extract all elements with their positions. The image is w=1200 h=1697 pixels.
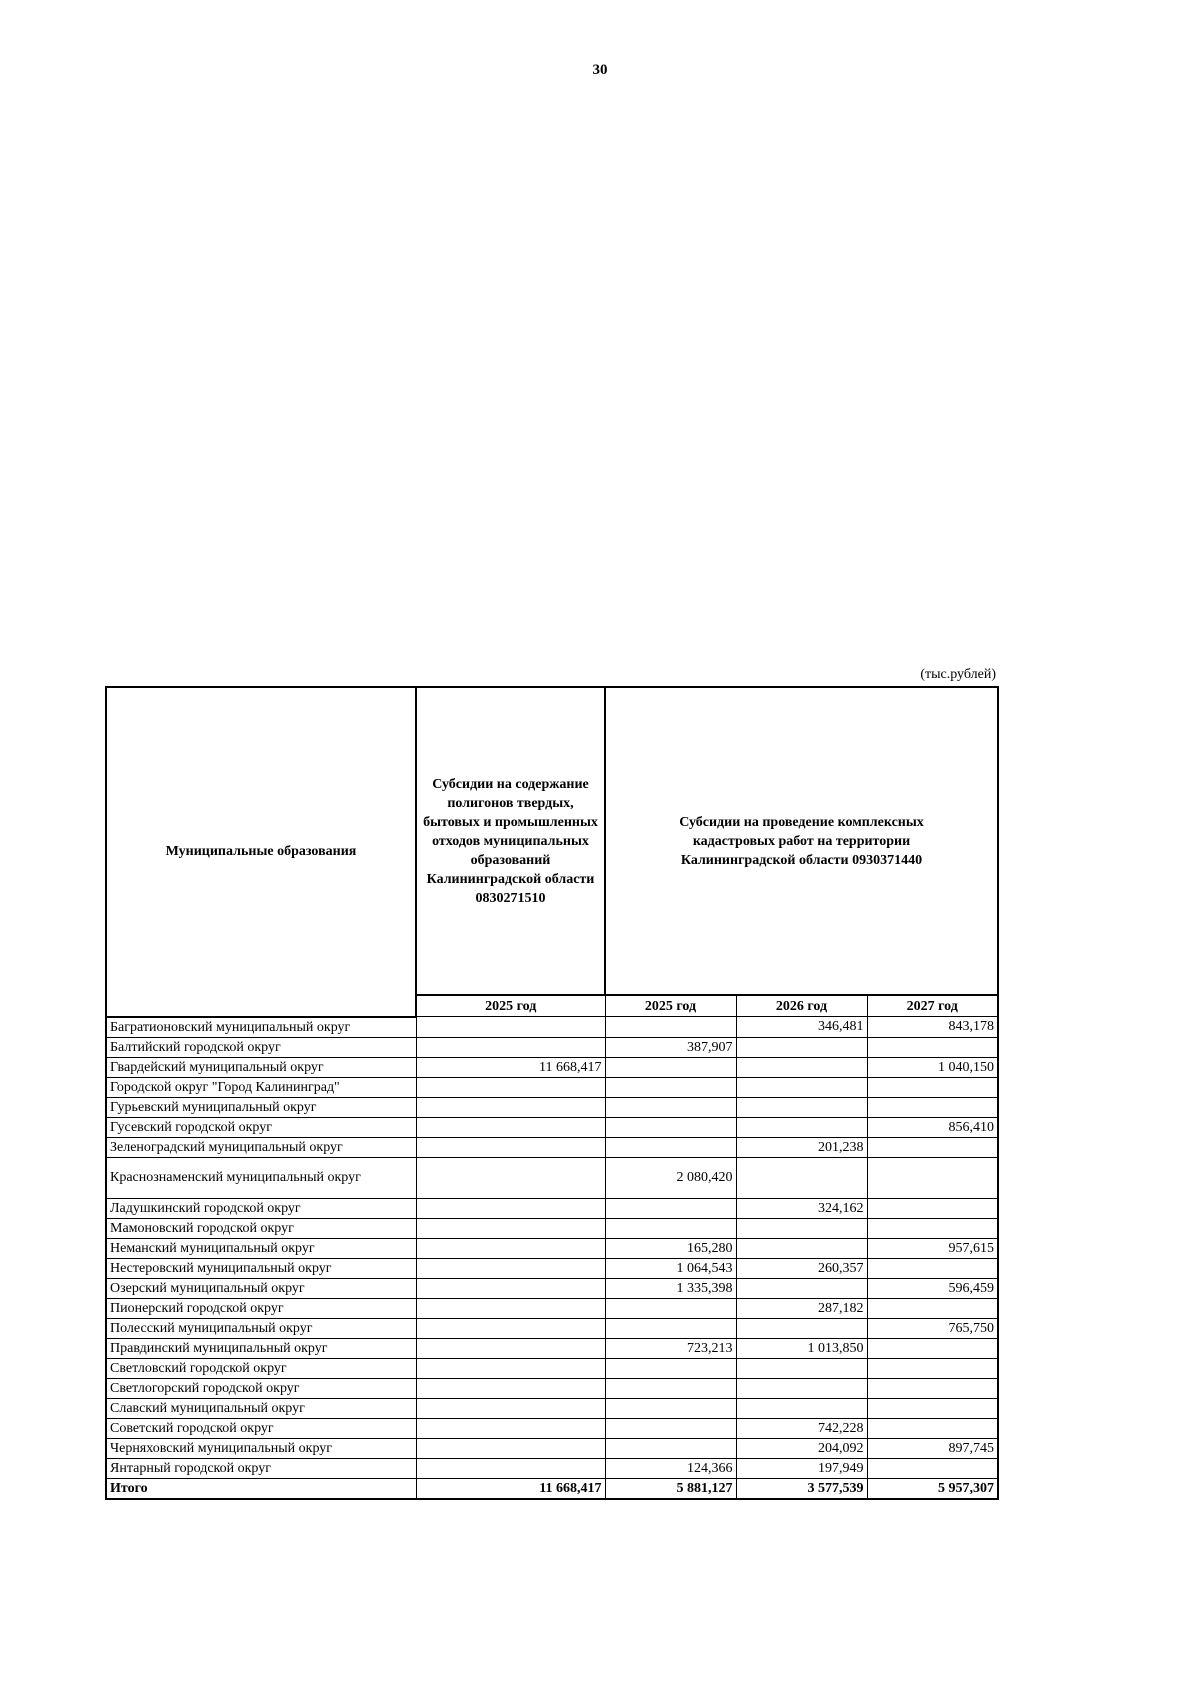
landfill-2025-value: 11 668,417 <box>416 1057 605 1077</box>
cadastral-2026-value: 201,238 <box>736 1137 867 1157</box>
landfill-2025-value <box>416 1037 605 1057</box>
municipality-name: Балтийский городской округ <box>106 1037 416 1057</box>
municipality-name: Гвардейский муниципальный округ <box>106 1057 416 1077</box>
cadastral-2026-value <box>736 1378 867 1398</box>
cadastral-2027-value <box>867 1157 998 1198</box>
municipality-name: Мамоновский городской округ <box>106 1218 416 1238</box>
cadastral-2027-value <box>867 1077 998 1097</box>
cadastral-2027-value <box>867 1198 998 1218</box>
cadastral-2027-value <box>867 1298 998 1318</box>
municipality-name: Гусевский городской округ <box>106 1117 416 1137</box>
municipality-name: Черняховский муниципальный округ <box>106 1438 416 1458</box>
cadastral-2025-value <box>605 1057 736 1077</box>
table-row <box>106 1398 998 1418</box>
cadastral-2026-value <box>736 1097 867 1117</box>
table-row <box>106 1218 998 1238</box>
cadastral-2027-value <box>867 1378 998 1398</box>
year-header: 2027 год <box>867 995 998 1017</box>
municipality-name: Зеленоградский муниципальный округ <box>106 1137 416 1157</box>
municipality-name: Полесский муниципальный округ <box>106 1318 416 1338</box>
cadastral-2026-value <box>736 1037 867 1057</box>
landfill-2025-value <box>416 1378 605 1398</box>
municipality-name: Неманский муниципальный округ <box>106 1238 416 1258</box>
municipality-name: Светловский городской округ <box>106 1358 416 1378</box>
header-landfill-subsidy: Субсидии на содержание полигонов твердых, бытовых и промышленных отходов муниципальных образований Калининградской области 0830271510 <box>416 687 605 995</box>
municipality-name: Ладушкинский городской округ <box>106 1198 416 1218</box>
cadastral-2027-value: 596,459 <box>867 1278 998 1298</box>
cadastral-2026-value <box>736 1358 867 1378</box>
table-row <box>106 1077 998 1097</box>
cadastral-2025-value <box>605 1358 736 1378</box>
cadastral-2025-value: 1 335,398 <box>605 1278 736 1298</box>
landfill-2025-value <box>416 1117 605 1137</box>
header-cadastral-subsidy: Субсидии на проведение комплексных кадастровых работ на территории Калининградской области 0930371440 <box>605 687 998 995</box>
total-label: Итого <box>106 1478 416 1499</box>
landfill-2025-value <box>416 1218 605 1238</box>
cadastral-2027-value <box>867 1458 998 1478</box>
municipality-name: Багратионовский муниципальный округ <box>106 1017 416 1038</box>
municipality-name: Городской округ "Город Калининград" <box>106 1077 416 1097</box>
cadastral-2025-value: 2 080,420 <box>605 1157 736 1198</box>
cadastral-2027-value: 897,745 <box>867 1438 998 1458</box>
cadastral-2027-value <box>867 1037 998 1057</box>
landfill-2025-value <box>416 1198 605 1218</box>
table-row <box>106 1137 998 1157</box>
cadastral-2026-value: 346,481 <box>736 1017 867 1038</box>
table-row <box>106 1358 998 1378</box>
total-cadastral-2026-value: 3 577,539 <box>736 1478 867 1499</box>
cadastral-2025-value <box>605 1097 736 1117</box>
landfill-2025-value <box>416 1017 605 1038</box>
cadastral-2025-value <box>605 1198 736 1218</box>
cadastral-2026-value <box>736 1398 867 1418</box>
cadastral-2027-value <box>867 1258 998 1278</box>
cadastral-2026-value: 1 013,850 <box>736 1338 867 1358</box>
table-row <box>106 1318 998 1338</box>
cadastral-2026-value <box>736 1278 867 1298</box>
year-header: 2026 год <box>736 995 867 1017</box>
table-row <box>106 1438 998 1458</box>
table-row <box>106 1418 998 1438</box>
header-row <box>106 687 998 995</box>
cadastral-2025-value: 124,366 <box>605 1458 736 1478</box>
table-row <box>106 1037 998 1057</box>
cadastral-2025-value <box>605 1398 736 1418</box>
landfill-2025-value <box>416 1137 605 1157</box>
cadastral-2025-value: 165,280 <box>605 1238 736 1258</box>
year-header: 2025 год <box>416 995 605 1017</box>
cadastral-2026-value <box>736 1117 867 1137</box>
cadastral-2025-value <box>605 1318 736 1338</box>
table-row <box>106 1157 998 1198</box>
table-row <box>106 1378 998 1398</box>
total-cadastral-2027-value: 5 957,307 <box>867 1478 998 1499</box>
cadastral-2026-value: 324,162 <box>736 1198 867 1218</box>
municipality-name: Правдинский муниципальный округ <box>106 1338 416 1358</box>
table-row <box>106 1278 998 1298</box>
landfill-2025-value <box>416 1298 605 1318</box>
municipality-name: Гурьевский муниципальный округ <box>106 1097 416 1117</box>
cadastral-2026-value: 742,228 <box>736 1418 867 1438</box>
cadastral-2027-value <box>867 1338 998 1358</box>
cadastral-2026-value: 197,949 <box>736 1458 867 1478</box>
cadastral-2025-value <box>605 1137 736 1157</box>
landfill-2025-value <box>416 1278 605 1298</box>
cadastral-2025-value <box>605 1077 736 1097</box>
cadastral-2027-value: 856,410 <box>867 1117 998 1137</box>
cadastral-2025-value: 723,213 <box>605 1338 736 1358</box>
cadastral-2027-value <box>867 1218 998 1238</box>
municipality-name: Краснознаменский муниципальный округ <box>106 1157 416 1198</box>
cadastral-2025-value <box>605 1438 736 1458</box>
cadastral-2026-value: 287,182 <box>736 1298 867 1318</box>
landfill-2025-value <box>416 1258 605 1278</box>
cadastral-2025-value: 387,907 <box>605 1037 736 1057</box>
landfill-2025-value <box>416 1318 605 1338</box>
cadastral-2027-value <box>867 1358 998 1378</box>
landfill-2025-value <box>416 1097 605 1117</box>
cadastral-2027-value <box>867 1097 998 1117</box>
units-note: (тыс.рублей) <box>920 667 996 682</box>
table-row <box>106 1298 998 1318</box>
cadastral-2026-value <box>736 1318 867 1338</box>
cadastral-2026-value <box>736 1157 867 1198</box>
landfill-2025-value <box>416 1438 605 1458</box>
cadastral-2025-value <box>605 1117 736 1137</box>
municipality-name: Янтарный городской округ <box>106 1458 416 1478</box>
municipality-name: Озерский муниципальный округ <box>106 1278 416 1298</box>
cadastral-2027-value: 765,750 <box>867 1318 998 1338</box>
municipality-name: Нестеровский муниципальный округ <box>106 1258 416 1278</box>
table-row <box>106 1258 998 1278</box>
cadastral-2025-value <box>605 1218 736 1238</box>
table-row <box>106 1198 998 1218</box>
cadastral-2026-value: 260,357 <box>736 1258 867 1278</box>
table-row <box>106 1117 998 1137</box>
cadastral-2027-value <box>867 1137 998 1157</box>
total-row <box>106 1478 998 1499</box>
cadastral-2026-value <box>736 1057 867 1077</box>
cadastral-2027-value: 843,178 <box>867 1017 998 1038</box>
table-row <box>106 1238 998 1258</box>
cadastral-2027-value: 957,615 <box>867 1238 998 1258</box>
landfill-2025-value <box>416 1458 605 1478</box>
landfill-2025-value <box>416 1418 605 1438</box>
table-row <box>106 1338 998 1358</box>
landfill-2025-value <box>416 1398 605 1418</box>
landfill-2025-value <box>416 1238 605 1258</box>
table-body <box>106 1017 998 1499</box>
landfill-2025-value <box>416 1077 605 1097</box>
cadastral-2026-value <box>736 1218 867 1238</box>
subsidy-table <box>105 686 999 1500</box>
table-row <box>106 1458 998 1478</box>
cadastral-2027-value <box>867 1398 998 1418</box>
table-row <box>106 1057 998 1077</box>
cadastral-2025-value: 1 064,543 <box>605 1258 736 1278</box>
landfill-2025-value <box>416 1338 605 1358</box>
cadastral-2026-value: 204,092 <box>736 1438 867 1458</box>
page-number: 30 <box>592 62 608 78</box>
cadastral-2026-value <box>736 1077 867 1097</box>
landfill-2025-value <box>416 1358 605 1378</box>
cadastral-2025-value <box>605 1298 736 1318</box>
cadastral-2025-value <box>605 1017 736 1038</box>
municipality-name: Пионерский городской округ <box>106 1298 416 1318</box>
total-landfill-2025-value: 11 668,417 <box>416 1478 605 1499</box>
cadastral-2025-value <box>605 1378 736 1398</box>
header-municipalities: Муниципальные образования <box>106 687 416 1017</box>
landfill-2025-value <box>416 1157 605 1198</box>
cadastral-2027-value: 1 040,150 <box>867 1057 998 1077</box>
year-header: 2025 год <box>605 995 736 1017</box>
municipality-name: Славский муниципальный округ <box>106 1398 416 1418</box>
table-row <box>106 1097 998 1117</box>
municipality-name: Светлогорский городской округ <box>106 1378 416 1398</box>
table-row <box>106 1017 998 1038</box>
cadastral-2027-value <box>867 1418 998 1438</box>
cadastral-2025-value <box>605 1418 736 1438</box>
total-cadastral-2025-value: 5 881,127 <box>605 1478 736 1499</box>
municipality-name: Советский городской округ <box>106 1418 416 1438</box>
cadastral-2026-value <box>736 1238 867 1258</box>
